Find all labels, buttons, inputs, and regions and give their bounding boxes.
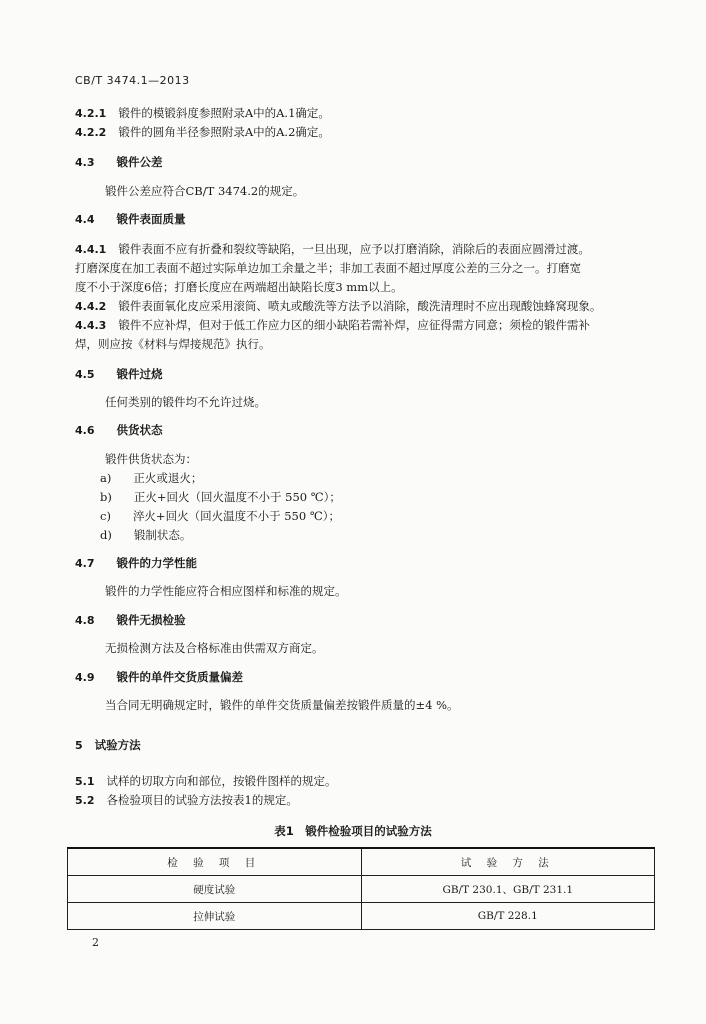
list-item-d: d) 锻制状态。 [100,528,192,542]
section-heading-4-8: 4.8 锻件无损检验 [75,613,186,627]
clause-4-4-1: 4.4.1 锻件表面不应有折叠和裂纹等缺陷，一旦出现，应予以打磨消除，消除后的表面应圆滑过渡。 [75,242,590,256]
clause-4-2-1: 4.2.1 锻件的模锻斜度参照附录A中的A.1确定。 [75,106,330,120]
table-cell: 拉伸试验 [68,903,362,930]
section-heading-4-7: 4.7 锻件的力学性能 [75,556,197,570]
clause-4-8-body: 无损检测方法及合格标准由供需双方商定。 [105,641,324,655]
clause-4-4-1-line3: 度不小于深度6倍；打磨长度应在两端超出缺陷长度3 mm以上。 [75,280,403,294]
table-header-row [68,848,655,876]
section-heading-4-3: 4.3 锻件公差 [75,155,163,169]
table-row [68,876,655,903]
clause-5-2: 5.2 各检验项目的试验方法按表1的规定。 [75,793,298,807]
table-caption: 表1 锻件检验项目的试验方法 [274,824,432,838]
test-methods-table [67,847,655,930]
clause-4-6-intro: 锻件供货状态为： [105,452,197,466]
table-cell: GB/T 230.1、GB/T 231.1 [361,876,655,903]
clause-4-2-2: 4.2.2 锻件的圆角半径参照附录A中的A.2确定。 [75,125,330,139]
section-heading-4-5: 4.5 锻件过烧 [75,367,163,381]
section-heading-4-9: 4.9 锻件的单件交货质量偏差 [75,670,243,684]
section-heading-4-6: 4.6 供货状态 [75,423,163,437]
table-cell: 硬度试验 [68,876,362,903]
standard-code-header: CB/T 3474.1—2013 [75,74,190,87]
list-item-b: b) 正火+回火（回火温度不小于 550 ℃）； [100,490,341,504]
page-number: 2 [92,936,99,949]
chapter-heading-5: 5 试验方法 [75,738,141,752]
clause-4-9-body: 当合同无明确规定时，锻件的单件交货质量偏差按锻件质量的±4 %。 [105,698,459,712]
table-row [68,903,655,930]
list-item-c: c) 淬火+回火（回火温度不小于 550 ℃）； [100,509,340,523]
clause-5-1: 5.1 试样的切取方向和部位，按锻件图样的规定。 [75,774,337,788]
clause-4-4-2: 4.4.2 锻件表面氧化皮应采用滚筒、喷丸或酸洗等方法予以消除，酸洗清理时不应出现酸蚀蜂窝现象。 [75,299,602,313]
header-test-method: 试 验 方 法 [361,848,655,876]
list-item-a: a) 正火或退火； [100,471,203,485]
section-heading-4-4: 4.4 锻件表面质量 [75,212,186,226]
clause-4-4-3-line2: 焊，则应按《材料与焊接规范》执行。 [75,337,271,351]
clause-4-4-1-line2: 打磨深度在加工表面不超过实际单边加工余量之半；非加工表面不超过厚度公差的三分之一。打磨宽 [75,261,581,275]
clause-4-7-body: 锻件的力学性能应符合相应图样和标准的规定。 [105,584,347,598]
header-inspection-item: 检 验 项 目 [68,848,362,876]
clause-4-4-3: 4.4.3 锻件不应补焊，但对于低工作应力区的细小缺陷若需补焊，应征得需方同意；须检的锻件需补 [75,318,590,332]
table-cell: GB/T 228.1 [361,903,655,930]
clause-4-3-body: 锻件公差应符合CB/T 3474.2的规定。 [105,184,305,198]
clause-4-5-body: 任何类别的锻件均不允许过烧。 [105,395,266,409]
